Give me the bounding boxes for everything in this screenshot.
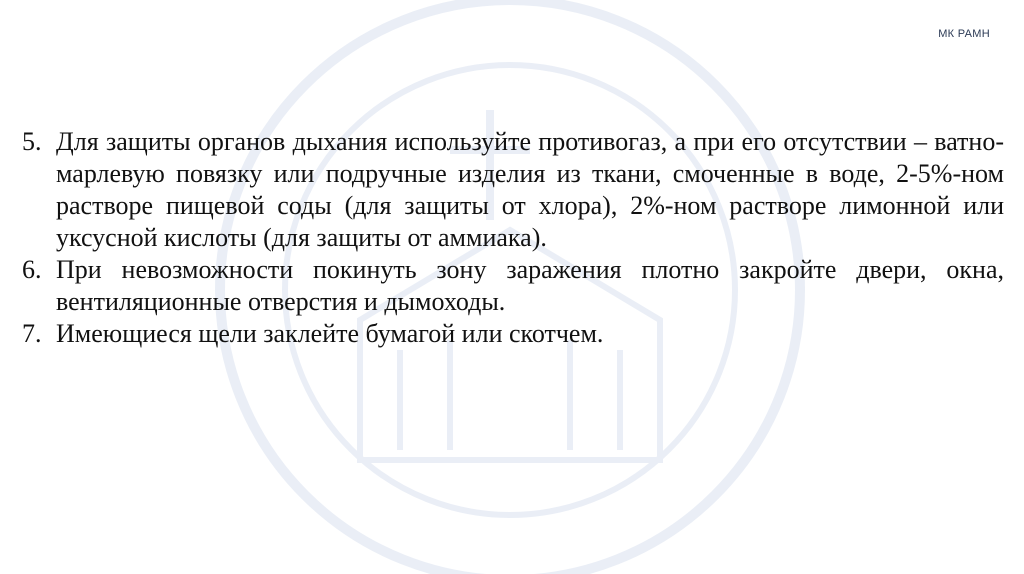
org-label: МК РАМН [938,28,990,40]
list-item-text: При невозможности покинуть зону заражения плотно закройте двери, окна, вентиляционные отверстия и дымоходы. [56,255,1004,316]
list-item-text: Для защиты органов дыхания используйте противогаз, а при его отсутствии – ватно-марлевую повязку или подручные изделия из ткани, смоченные в воде, 2-5%-ном растворе пищевой соды (для защиты от хлора), 2%-ном растворе лимонной или уксусной кислоты (для защиты от аммиака). [56,127,1004,252]
list-item-number: 5. [22,127,42,156]
list-item [22,318,1004,350]
list-item-number: 6. [22,255,42,284]
list-item [22,126,1004,254]
instruction-list [22,126,1004,350]
list-item [22,254,1004,318]
list-item-number: 7. [22,319,42,348]
list-item-text: Имеющиеся щели заклейте бумагой или скотчем. [56,319,604,348]
